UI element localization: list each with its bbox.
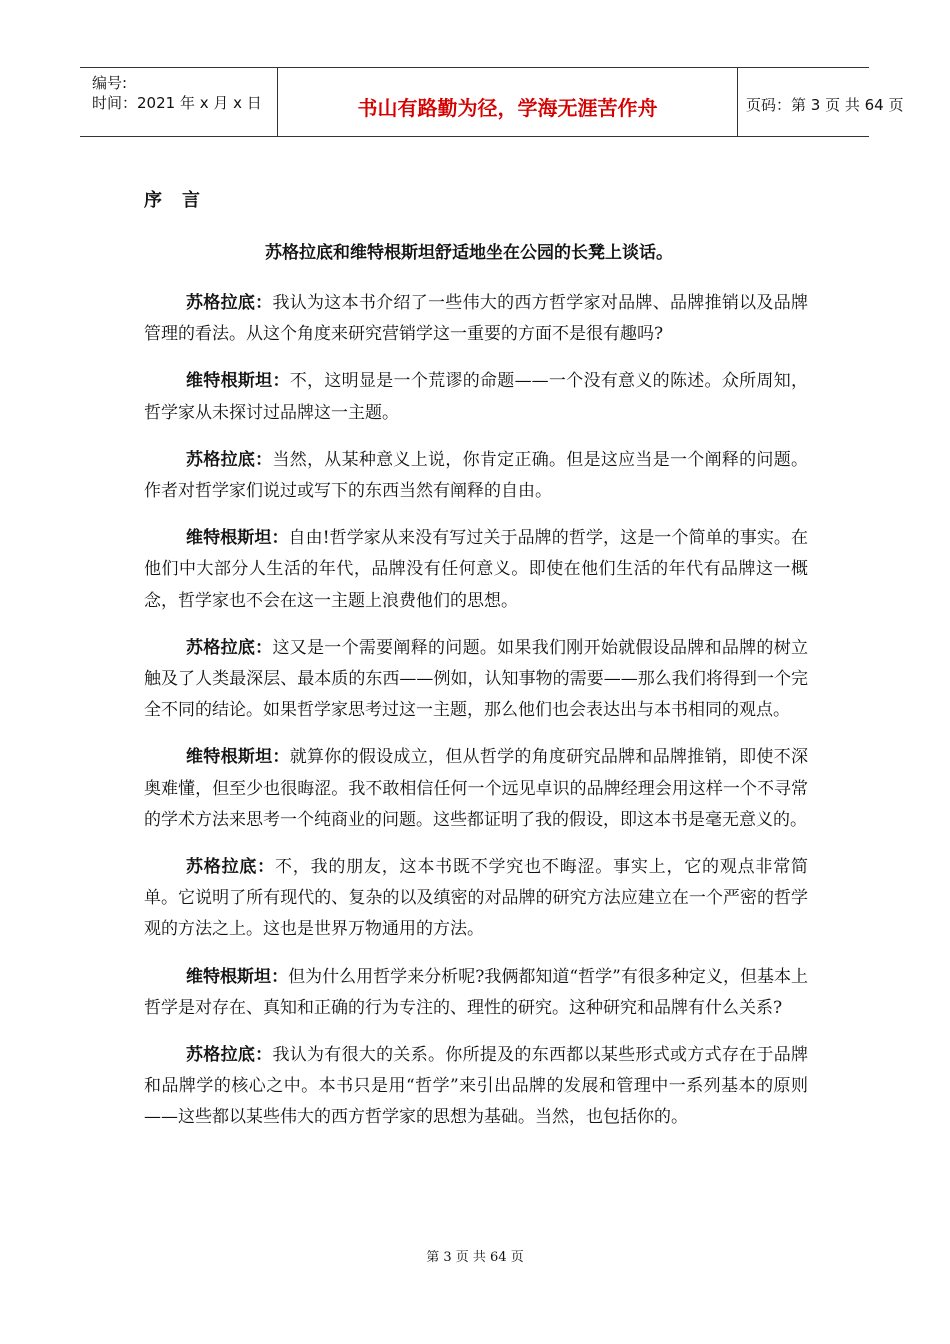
- header-page-cell: [737, 68, 904, 136]
- speaker-name: 维特根斯坦：: [186, 966, 289, 987]
- speaker-name: 苏格拉底：: [186, 1045, 273, 1066]
- dialogue-paragraph: [144, 1040, 808, 1134]
- dialogue-paragraph: [144, 366, 808, 428]
- dialogue-text: 就算你的假设成立，但从哲学的角度研究品牌和品牌推销，即使不深奥难懂，但至少也很晦涩。我不敢相信任何一个远见卓识的品牌经理会用这样一个不寻常的学术方法来思考一个纯商业的问题。这些都证明了我的假设，即这本书是毫无意义的。: [144, 747, 809, 830]
- dialogue-text: 不，这明显是一个荒谬的命题——一个没有意义的陈述。众所周知，哲学家从未探讨过品牌这一主题。: [144, 371, 808, 423]
- speaker-name: 苏格拉底：: [186, 637, 273, 658]
- speaker-name: 维特根斯坦：: [186, 371, 290, 392]
- speaker-name: 维特根斯坦：: [186, 747, 290, 768]
- speaker-name: 苏格拉底：: [186, 857, 275, 878]
- dialogue-paragraph: [144, 523, 808, 617]
- dialogue-paragraph: [144, 288, 808, 350]
- dialogue-paragraph: [144, 962, 808, 1024]
- scene-description: 苏格拉底和维特根斯坦舒适地坐在公园的长凳上谈话。: [265, 243, 673, 263]
- dialogue-text: 不，我的朋友，这本书既不学究也不晦涩。事实上，它的观点非常简单。它说明了所有现代的、复杂的以及缜密的对品牌的研究方法应建立在一个严密的哲学观的方法之上。这也是世界万物通用的方法。: [144, 857, 809, 940]
- dialogue-text: 这又是一个需要阐释的问题。如果我们刚开始就假设品牌和品牌的树立触及了人类最深层、最本质的东西——例如，认知事物的需要——那么我们将得到一个完全不同的结论。如果哲学家思考过这一主题，那么他们也会表达出与本书相同的观点。: [144, 637, 809, 721]
- section-title: 序言: [144, 190, 220, 211]
- motto-text: 书山有路勤为径，学海无涯苦作舟: [357, 96, 658, 120]
- speaker-name: 苏格拉底：: [186, 449, 273, 470]
- document-header: [80, 67, 904, 137]
- dialogue-text: 但为什么用哲学来分析呢?我俩都知道“哲学”有很多种定义，但基本上哲学是对存在、真知和正确的行为专注的、理性的研究。这种研究和品牌有什么关系?: [144, 966, 809, 1018]
- header-meta-cell: [80, 68, 277, 136]
- header-motto-cell: [277, 68, 738, 136]
- page-info: 页码：第 3 页 共 64 页: [746, 96, 904, 114]
- dialogue-body: [144, 288, 808, 1150]
- dialogue-text: 当然，从某种意义上说，你肯定正确。但是这应当是一个阐释的问题。作者对哲学家们说过或写下的东西当然有阐释的自由。: [144, 449, 809, 502]
- dialogue-text: 我认为这本书介绍了一些伟大的西方哲学家对品牌、品牌推销以及品牌管理的看法。从这个角度来研究营销学这一重要的方面不是很有趣吗?: [144, 293, 809, 345]
- speaker-name: 维特根斯坦：: [186, 528, 289, 549]
- dialogue-paragraph: [144, 852, 808, 946]
- date-label: 时间：2021 年 x 月 x 日: [92, 94, 262, 112]
- number-label: 编号:: [92, 74, 128, 92]
- dialogue-paragraph: [144, 633, 808, 727]
- speaker-name: 苏格拉底：: [186, 293, 273, 313]
- dialogue-paragraph: [144, 445, 808, 507]
- page-footer: 第 3 页 共 64 页: [426, 1250, 524, 1265]
- dialogue-text: 我认为有很大的关系。你所提及的东西都以某些形式或方式存在于品牌和品牌学的核心之中。本书只是用“哲学”来引出品牌的发展和管理中一系列基本的原则——这些都以某些伟大的西方哲学家的思想为基础。当然，也包括你的。: [144, 1045, 809, 1128]
- dialogue-text: 自由!哲学家从来没有写过关于品牌的哲学，这是一个简单的事实。在他们中大部分人生活的年代，品牌没有任何意义。即使在他们生活的年代有品牌这一概念，哲学家也不会在这一主题上浪费他们的思想。: [144, 528, 808, 611]
- dialogue-paragraph: [144, 742, 808, 836]
